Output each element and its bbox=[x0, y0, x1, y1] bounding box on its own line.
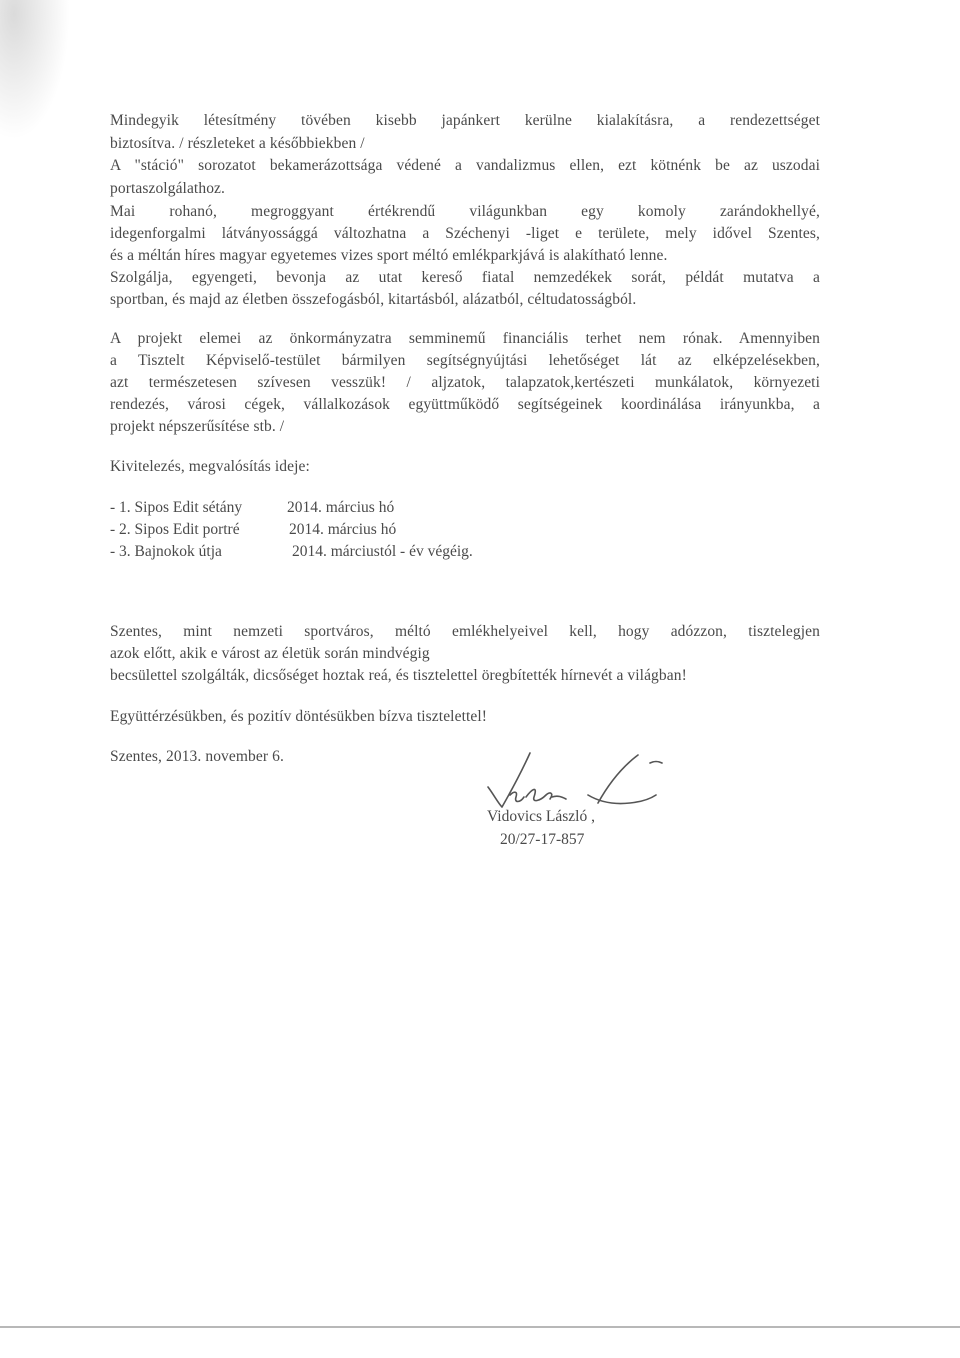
body-line: rendezés, városi cégek, vállalkozások együttműködő segítségeinek koordinálása irányunkba, a bbox=[110, 396, 820, 413]
body-line: A "stáció" sorozatot bekamerázottsága védené a vandalizmus ellen, ezt kötnénk be az uszodai bbox=[110, 157, 820, 174]
schedule-date: 2014. március hó bbox=[287, 499, 395, 516]
body-line: A projekt elemei az önkormányzatra semminemű financiális terhet nem rónak. Amennyiben bbox=[110, 330, 820, 347]
schedule-item: - 2. Sipos Edit portré bbox=[110, 521, 240, 538]
signer-phone: 20/27-17-857 bbox=[500, 831, 585, 848]
body-line: Mai rohanó, megroggyant értékrendű világunkban egy komoly zarándokhellyé, bbox=[110, 203, 820, 220]
scan-edge-line bbox=[0, 1326, 960, 1328]
closing-line: Együttérzésükben, és pozitív döntésükben bízva tisztelettel! bbox=[110, 708, 488, 725]
body-line: és a méltán híres magyar egyetemes vizes sport méltó emlékparkjává is alakítható lenne. bbox=[110, 247, 668, 264]
schedule-item: - 3. Bajnokok útja bbox=[110, 543, 222, 560]
signer-name: Vidovics László , bbox=[487, 808, 595, 825]
body-line: sportban, és majd az életben összefogásból, kitartásból, alázatból, céltudatosságból. bbox=[110, 291, 637, 308]
body-line: Szolgálja, egyengeti, bevonja az utat kereső fiatal nemzedékek sorát, példát mutatva a bbox=[110, 269, 820, 286]
body-line: portaszolgálathoz. bbox=[110, 180, 225, 197]
body-line: azok előtt, akik e várost az életük során mindvégig bbox=[110, 645, 430, 662]
body-line: projekt népszerűsítése stb. / bbox=[110, 418, 285, 435]
body-line: becsülettel szolgálták, dicsőséget hoztak reá, és tisztelettel öregbítették hírnevét a világban! bbox=[110, 667, 687, 684]
schedule-heading: Kivitelezés, megvalósítás ideje: bbox=[110, 458, 310, 475]
body-line: biztosítva. / részleteket a későbbiekben / bbox=[110, 135, 365, 152]
schedule-date: 2014. márciustól - év végéig. bbox=[292, 543, 473, 560]
schedule-date: 2014. március hó bbox=[289, 521, 397, 538]
body-line: Szentes, mint nemzeti sportváros, méltó emlékhelyeivel kell, hogy adózzon, tisztelegjen bbox=[110, 623, 820, 640]
body-line: idegenforgalmi látványossággá változhatna a Széchenyi -liget e területe, mely idővel Szentes, bbox=[110, 225, 820, 242]
schedule-item: - 1. Sipos Edit sétány bbox=[110, 499, 243, 516]
place-date: Szentes, 2013. november 6. bbox=[110, 748, 284, 765]
body-line: Mindegyik létesítmény tövében kisebb japánkert kerülne kialakításra, a rendezettséget bbox=[110, 112, 820, 129]
body-line: a Tisztelt Képviselő-testület bármilyen segítségnyújtási lehetőséget lát az elképzelésekben, bbox=[110, 352, 820, 369]
body-line: azt természetesen szívesen vesszük! / aljzatok, talapzatok,kertészeti munkálatok, környezeti bbox=[110, 374, 820, 391]
scan-smudge bbox=[0, 0, 70, 140]
